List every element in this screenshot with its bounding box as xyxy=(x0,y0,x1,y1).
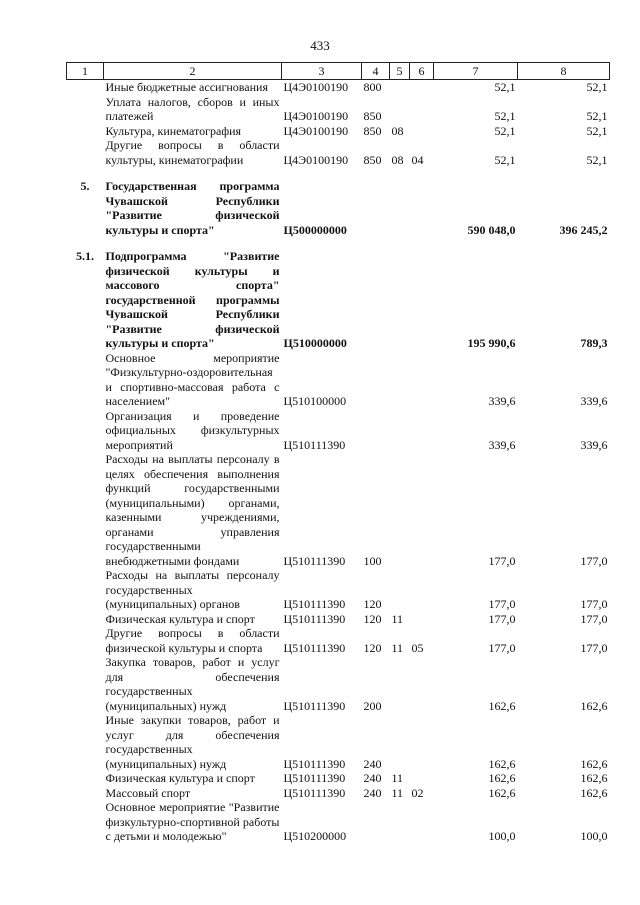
row-code: Ц510111390 xyxy=(283,553,346,568)
row-value-2019: 177,0 xyxy=(488,640,516,655)
row-section xyxy=(390,409,410,453)
row-code: Ц510111390 xyxy=(283,698,346,713)
row-number xyxy=(67,786,104,801)
table-row xyxy=(67,409,610,453)
row-name: Культура, кинематография xyxy=(105,123,242,138)
row-expense-type xyxy=(362,249,390,351)
row-name: Закупка товаров, работ и услуг для обеспечения государственных (муниципальных) нужд xyxy=(105,655,280,713)
row-number xyxy=(67,124,104,139)
row-section xyxy=(390,800,410,844)
row-expense-type: 200 xyxy=(363,698,382,713)
row-expense-type xyxy=(362,409,390,453)
row-value-2019: 339,6 xyxy=(488,394,516,408)
row-value-2019: 52,1 xyxy=(494,123,516,138)
row-value-2020: 339,6 xyxy=(580,394,608,408)
table-row xyxy=(67,124,610,139)
row-expense-type: 850 xyxy=(363,123,382,138)
row-name: Физическая культура и спорт xyxy=(105,611,255,626)
row-expense-type: 800 xyxy=(363,80,382,94)
table-row xyxy=(67,786,610,801)
row-subsection xyxy=(410,568,434,612)
row-name: Подпрограмма "Развитие физической культуры и массового спорта" государственной программы Чувашской Республики "Развитие физической культуры и спорта" xyxy=(105,249,280,350)
row-name: Организация и проведение официальных физкультурных мероприятий xyxy=(105,408,280,452)
row-name: Уплата налогов, сборов и иных платежей xyxy=(105,94,280,123)
row-expense-type: 240 xyxy=(363,771,382,785)
row-section: 11 xyxy=(391,640,404,655)
table-row xyxy=(67,138,610,167)
row-number xyxy=(67,771,104,786)
row-value-2019: 162,6 xyxy=(488,756,516,771)
row-subsection xyxy=(410,452,434,568)
row-expense-type: 240 xyxy=(363,756,382,771)
column-header: 1 xyxy=(67,63,104,80)
row-number xyxy=(67,626,104,655)
row-expense-type: 850 xyxy=(363,109,382,123)
row-number xyxy=(67,713,104,771)
spacer-row xyxy=(67,237,610,249)
row-value-2019: 590 048,0 xyxy=(467,222,516,237)
row-value-2019: 100,0 xyxy=(488,829,516,843)
row-section: 08 xyxy=(391,123,404,138)
row-number xyxy=(67,409,104,453)
table-row xyxy=(67,95,610,124)
column-header: 8 xyxy=(518,63,610,80)
table-row xyxy=(67,655,610,713)
row-section xyxy=(390,80,410,95)
column-header: 6 xyxy=(410,63,434,80)
row-expense-type xyxy=(362,351,390,409)
row-value-2020: 100,0 xyxy=(580,829,608,843)
row-value-2019: 52,1 xyxy=(494,152,516,167)
row-code: Ц500000000 xyxy=(283,222,347,237)
row-code: Ц4Э0100190 xyxy=(283,80,349,94)
row-expense-type: 120 xyxy=(363,611,382,626)
row-section xyxy=(390,351,410,409)
row-subsection xyxy=(410,771,434,786)
row-subsection xyxy=(410,713,434,771)
row-value-2020: 177,0 xyxy=(580,640,608,655)
column-header: 4 xyxy=(362,63,390,80)
table-row xyxy=(67,612,610,627)
row-number xyxy=(67,655,104,713)
row-number xyxy=(67,568,104,612)
row-subsection xyxy=(410,351,434,409)
row-value-2020: 52,1 xyxy=(586,152,608,167)
row-code: Ц510111390 xyxy=(283,611,346,626)
row-code: Ц510200000 xyxy=(283,829,347,843)
row-code: Ц510111390 xyxy=(283,785,346,800)
table-body xyxy=(67,80,610,844)
row-subsection: 05 xyxy=(411,640,424,655)
spacer-row xyxy=(67,167,610,179)
row-expense-type: 100 xyxy=(363,553,382,568)
row-value-2019: 195 990,6 xyxy=(467,336,516,350)
table-row xyxy=(67,351,610,409)
budget-table xyxy=(66,62,610,844)
row-subsection xyxy=(410,800,434,844)
row-section xyxy=(390,713,410,771)
row-value-2020: 162,6 xyxy=(580,785,608,800)
row-name: Иные бюджетные ассигнования xyxy=(105,80,268,94)
row-subsection xyxy=(410,179,434,237)
row-name: Другие вопросы в области культуры, кинематографии xyxy=(105,138,280,167)
row-value-2020: 339,6 xyxy=(580,437,608,452)
table-row xyxy=(67,179,610,237)
row-name: Расходы на выплаты персоналу в целях обеспечения выполнения функций государственными (муниципальными) органами, казенными учреждениями, органами управления государственными внебюджетными фондами xyxy=(105,452,280,568)
row-code: Ц510111390 xyxy=(283,756,346,771)
row-name: Расходы на выплаты персоналу государственных (муниципальных) органов xyxy=(105,568,280,611)
table-row xyxy=(67,249,610,351)
row-number xyxy=(67,800,104,844)
row-code: Ц4Э0100190 xyxy=(283,109,349,123)
spacer-cell xyxy=(67,237,610,249)
row-name: Основное мероприятие "Физкультурно-оздоровительная и спортивно-массовая работа с населением" xyxy=(105,350,280,408)
table-row xyxy=(67,800,610,844)
table-row xyxy=(67,568,610,612)
row-name: Физическая культура и спорт xyxy=(105,771,255,785)
row-value-2019: 177,0 xyxy=(488,597,516,611)
row-value-2019: 162,6 xyxy=(488,785,516,800)
row-code: Ц510000000 xyxy=(283,336,347,350)
row-value-2019: 52,1 xyxy=(494,109,516,123)
row-value-2019: 162,6 xyxy=(488,698,516,713)
column-header: 2 xyxy=(104,63,282,80)
row-subsection xyxy=(410,612,434,627)
row-section: 11 xyxy=(391,785,404,800)
header-row xyxy=(67,63,610,80)
row-section xyxy=(390,452,410,568)
row-subsection: 04 xyxy=(411,152,424,167)
row-code: Ц4Э0100190 xyxy=(283,123,349,138)
table-row xyxy=(67,626,610,655)
row-value-2019: 177,0 xyxy=(488,553,516,568)
row-code: Ц510111390 xyxy=(283,597,346,611)
row-expense-type: 120 xyxy=(363,640,382,655)
row-name: Другие вопросы в области физической культуры и спорта xyxy=(105,626,280,655)
row-value-2019: 339,6 xyxy=(488,437,516,452)
row-value-2019: 177,0 xyxy=(488,611,516,626)
row-value-2020: 396 245,2 xyxy=(559,222,608,237)
row-name: Основное мероприятие "Развитие физкультурно-спортивной работы с детьми и молодежью" xyxy=(105,800,280,843)
row-number xyxy=(67,138,104,167)
row-number xyxy=(67,351,104,409)
row-value-2020: 177,0 xyxy=(580,611,608,626)
row-section xyxy=(390,249,410,351)
row-code: Ц510100000 xyxy=(283,394,347,408)
table-row xyxy=(67,452,610,568)
row-section xyxy=(390,95,410,124)
row-section: 08 xyxy=(391,152,404,167)
row-expense-type: 120 xyxy=(363,597,382,611)
row-section xyxy=(390,179,410,237)
row-number xyxy=(67,612,104,627)
row-section xyxy=(390,568,410,612)
row-expense-type xyxy=(362,179,390,237)
row-subsection xyxy=(410,95,434,124)
row-section: 11 xyxy=(391,771,404,785)
row-subsection xyxy=(410,409,434,453)
row-subsection: 02 xyxy=(411,785,424,800)
row-value-2020: 162,6 xyxy=(580,698,608,713)
row-name: Государственная программа Чувашской Республики "Развитие физической культуры и спорта" xyxy=(105,179,280,237)
row-value-2020: 177,0 xyxy=(580,553,608,568)
row-name: Массовый спорт xyxy=(105,785,191,800)
row-name: Иные закупки товаров, работ и услуг для обеспечения государственных (муниципальных) нужд xyxy=(105,713,280,771)
row-subsection xyxy=(410,249,434,351)
column-header: 3 xyxy=(282,63,362,80)
row-value-2020: 162,6 xyxy=(580,756,608,771)
row-expense-type xyxy=(362,800,390,844)
row-value-2020: 52,1 xyxy=(586,123,608,138)
table-row xyxy=(67,80,610,95)
row-code: Ц510111390 xyxy=(283,640,346,655)
row-number xyxy=(67,80,104,95)
row-value-2020: 177,0 xyxy=(580,597,608,611)
spacer-cell xyxy=(67,167,610,179)
row-value-2020: 789,3 xyxy=(580,336,608,350)
page-number: 433 xyxy=(310,38,330,53)
row-subsection xyxy=(410,124,434,139)
column-header: 5 xyxy=(390,63,410,80)
row-value-2020: 52,1 xyxy=(586,109,608,123)
row-number xyxy=(67,95,104,124)
row-number xyxy=(67,452,104,568)
row-code: Ц4Э0100190 xyxy=(283,152,349,167)
column-header: 7 xyxy=(434,63,518,80)
table-row xyxy=(67,771,610,786)
row-expense-type: 240 xyxy=(363,785,382,800)
row-section: 11 xyxy=(391,611,404,626)
row-section xyxy=(390,655,410,713)
row-code: Ц510111390 xyxy=(283,437,346,452)
row-number: 5. xyxy=(80,179,90,193)
row-expense-type: 850 xyxy=(363,152,382,167)
row-value-2019: 52,1 xyxy=(494,80,516,94)
table-row xyxy=(67,713,610,771)
row-subsection xyxy=(410,80,434,95)
row-subsection xyxy=(410,655,434,713)
row-value-2019: 162,6 xyxy=(488,771,516,785)
row-value-2020: 162,6 xyxy=(580,771,608,785)
row-value-2020: 52,1 xyxy=(586,80,608,94)
row-code: Ц510111390 xyxy=(283,771,346,785)
row-number: 5.1. xyxy=(76,249,94,263)
